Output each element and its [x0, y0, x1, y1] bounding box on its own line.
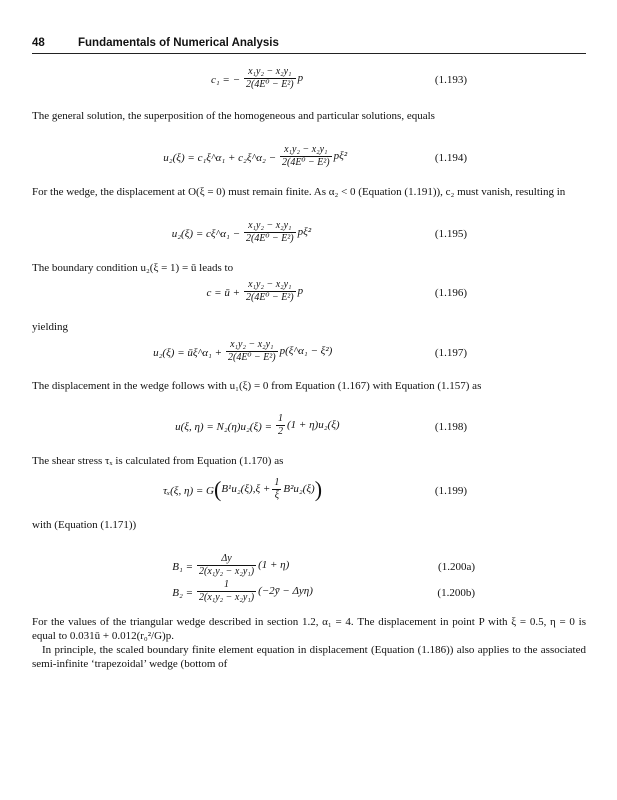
equation-number: (1.199)	[434, 485, 467, 497]
equation-number: (1.193)	[434, 74, 467, 86]
equation-lhs: u(ξ, η) = N₂(η)u₂(ξ) =	[175, 421, 272, 433]
equation-lhs: u₂(ξ) = c₁ξ^α₁ + c₂ξ^α₂ −	[163, 152, 276, 164]
paragraph-shear-stress: The shear stress τₓ is calculated from Equation (1.170) as	[32, 455, 284, 467]
paragraph-wedge-displacement: For the wedge, the displacement at O(ξ = 0) must remain finite. As α₂ < 0 (Equation (1.191)), c₂ must vanish, resulting in	[32, 186, 566, 198]
left-paren: (	[214, 476, 222, 502]
equation-tail: (−2ȳ − Δyη)	[258, 585, 313, 598]
equation-1-195	[0, 220, 617, 250]
equation-1-196	[0, 279, 617, 309]
equation-number: (1.198)	[434, 421, 467, 433]
running-header	[32, 37, 586, 49]
equation-1-193	[0, 66, 617, 96]
paragraph-triangular-wedge: For the values of the triangular wedge described in section 1.2, α₁ = 4. The displacement in point P with ξ = 0.5, η = 0 is equal to 0.031ū + 0.012(r₀²/G)p.	[32, 616, 586, 642]
equation-tail: (1 + η)u₂(ξ)	[287, 419, 340, 432]
equation-fraction: $\frac{\text{x₁y₂ − x₂y₁}}{\text{2(4E⁰ − E²)}}$	[246, 220, 294, 244]
equation-number: (1.200a)	[438, 561, 475, 573]
equation-1-197	[0, 339, 617, 369]
equation-number: (1.200b)	[437, 587, 475, 599]
equation-fraction: $\frac{\text{x₁y₂ − x₂y₁}}{\text{2(4E⁰ − E²)}}$	[282, 144, 330, 168]
equation-number: (1.195)	[434, 228, 467, 240]
equation-fraction: $\frac{\text{x₁y₂ − x₂y₁}}{\text{2(4E⁰ − E²)}}$	[228, 339, 276, 363]
equation-fraction: $\frac{\text{x₁y₂ − x₂y₁}}{\text{2(4E⁰ − E²)}}$	[246, 279, 294, 303]
paragraph-yielding: yielding	[32, 321, 69, 333]
equation-tail: p	[297, 285, 304, 298]
equation-lhs: τₓ(ξ, η) = G	[163, 485, 214, 497]
equation-lhs: c = ū +	[206, 287, 240, 299]
equation-fraction: $\frac{1}{\xi}$	[274, 477, 280, 501]
equation-lhs: c₁ = −	[210, 74, 240, 86]
equation-tail: (1 + η)	[258, 559, 290, 572]
equation-tail: B²u₂(ξ)	[283, 483, 315, 496]
equation-1-200b	[0, 579, 617, 609]
equation-fraction: $\frac{1}{\text{2(x₁y₂ − x₂y₁)}}$	[199, 579, 255, 603]
equation-fraction: $\frac{\text{x₁y₂ − x₂y₁}}{\text{2(4E⁰ − E²)}}$	[246, 66, 294, 90]
equation-tail: pξ²	[333, 150, 348, 163]
equation-number: (1.194)	[434, 152, 467, 164]
equation-tail: p	[297, 72, 304, 85]
paragraph-displacement-wedge: The displacement in the wedge follows with u₁(ξ) = 0 from Equation (1.167) with Equation (1.157) as	[32, 380, 482, 392]
equation-lhs: B₁ =	[172, 561, 193, 573]
equation-lhs: u₂(ξ) = cξ^α₁ −	[171, 228, 240, 240]
equation-number: (1.196)	[434, 287, 467, 299]
header-rule	[32, 53, 586, 54]
equation-1-199	[0, 477, 617, 507]
equation-number: (1.197)	[434, 347, 467, 359]
equation-1-194	[0, 144, 617, 174]
right-paren: )	[314, 476, 323, 502]
equation-lhs: u₂(ξ) = ūξ^α₁ +	[153, 347, 222, 359]
running-title: Fundamentals of Numerical Analysis	[78, 37, 279, 49]
paragraph-boundary-condition: The boundary condition u₂(ξ = 1) = ū leads to	[32, 262, 234, 274]
equation-middle: B¹u₂(ξ),ξ +	[221, 483, 271, 496]
paragraph-with-equation: with (Equation (1.171))	[32, 519, 137, 531]
page-number: 48	[32, 37, 45, 49]
equation-tail: p(ξ^α₁ − ξ²)	[279, 345, 333, 358]
equation-tail: pξ²	[297, 226, 312, 239]
equation-fraction: $\frac{1}{2}$	[278, 413, 283, 437]
paragraph-principle: In principle, the scaled boundary finite element equation in displacement (Equation (1.186)) also applies to the associated semi-infinite ‘trapezoidal’ wedge (bottom of	[32, 644, 586, 670]
equation-fraction: $\frac{\Delta y}{\text{2(x₁y₂ − x₂y₁)}}$	[199, 553, 255, 577]
equation-lhs: B₂ =	[172, 587, 193, 599]
equation-1-198	[0, 413, 617, 443]
paragraph-general-solution: The general solution, the superposition of the homogeneous and particular solutions, equals	[32, 110, 435, 122]
